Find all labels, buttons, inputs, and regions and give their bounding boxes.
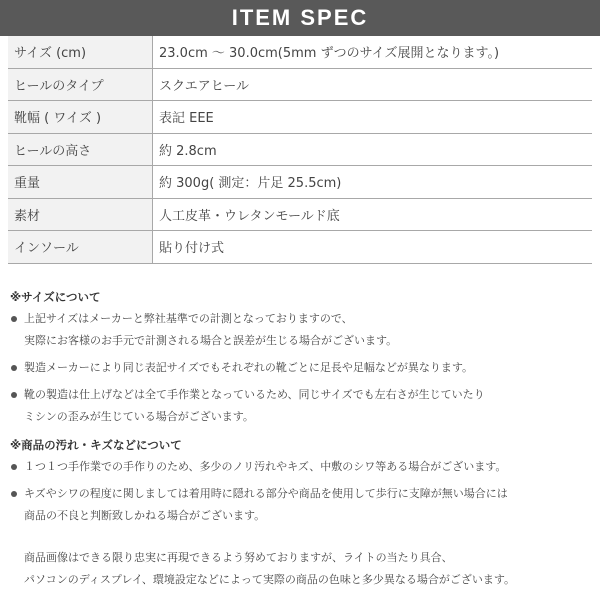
- bullet-dot-icon: [11, 316, 17, 322]
- note-line: 製造メーカーにより同じ表記サイズでもそれぞれの靴ごとに足長や足幅などが異なります。: [24, 361, 474, 374]
- spec-value: 貼り付け式: [153, 231, 593, 264]
- list-item: [10, 384, 594, 428]
- list-item: [10, 483, 594, 527]
- table-row: [8, 36, 592, 68]
- note-line: 靴の製造は仕上げなどは全て手作業となっているため、同じサイズでも左右さが生じていたり: [24, 388, 485, 401]
- list-item: [10, 308, 594, 352]
- table-row: [8, 101, 592, 134]
- spec-value: 23.0cm 〜 30.0cm(5mm ずつのサイズ展開となります。): [153, 36, 593, 68]
- spec-value: 人工皮革・ウレタンモールド底: [153, 198, 593, 231]
- spec-label: インソール: [8, 231, 153, 264]
- bullet-dot-icon: [11, 392, 17, 398]
- table-row: [8, 133, 592, 166]
- bullet-dot-icon: [11, 491, 17, 497]
- spec-value: 約 2.8cm: [153, 133, 593, 166]
- note-line: 商品の不良と判断致しかねる場合がございます。: [24, 509, 266, 522]
- table-row: [8, 68, 592, 101]
- note-line: 上記サイズはメーカーと弊社基準での計測となっておりますので、: [24, 312, 353, 325]
- disclaimer-line: パソコンのディスプレイ、環境設定などによって実際の商品の色味と多少異なる場合がございます。: [24, 573, 516, 586]
- size-notes-title: ※サイズについて: [10, 290, 101, 304]
- list-item: [10, 456, 594, 478]
- spec-value: 表記 EEE: [153, 101, 593, 134]
- spec-label: ヒールの高さ: [8, 133, 153, 166]
- spec-value: スクエアヒール: [153, 68, 593, 101]
- notes-area: [10, 286, 594, 591]
- bullet-dot-icon: [11, 365, 17, 371]
- spec-label: ヒールのタイプ: [8, 68, 153, 101]
- list-item: [10, 357, 594, 379]
- note-line: 実際にお客様のお手元で計測される場合と誤差が生じる場合がございます。: [24, 334, 398, 347]
- spec-value: 約 300g( 測定：片足 25.5cm): [153, 166, 593, 199]
- note-line: ミシンの歪みが生じている場合がございます。: [24, 410, 254, 423]
- spec-label: 靴幅 ( ワイズ ): [8, 101, 153, 134]
- spec-label: 素材: [8, 198, 153, 231]
- spec-title: ITEM SPEC: [231, 5, 369, 30]
- note-line: １つ１つ手作業での手作りのため、多少のノリ汚れやキズ、中敷のシワ等ある場合がございます。: [24, 460, 507, 473]
- table-row: [8, 166, 592, 199]
- bullet-dot-icon: [11, 464, 17, 470]
- spec-label: 重量: [8, 166, 153, 199]
- quality-notes-title: ※商品の汚れ・キズなどについて: [10, 438, 182, 452]
- spec-header: [0, 0, 600, 36]
- spec-label: サイズ (cm): [8, 36, 153, 68]
- image-disclaimer: [10, 547, 594, 591]
- note-line: キズやシワの程度に関しましては着用時に隠れる部分や商品を使用して歩行に支障が無い場合には: [24, 487, 508, 500]
- spec-table: [8, 36, 592, 264]
- table-row: [8, 198, 592, 231]
- table-row: [8, 231, 592, 264]
- disclaimer-line: 商品画像はできる限り忠実に再現できるよう努めておりますが、ライトの当たり具合、: [24, 551, 453, 564]
